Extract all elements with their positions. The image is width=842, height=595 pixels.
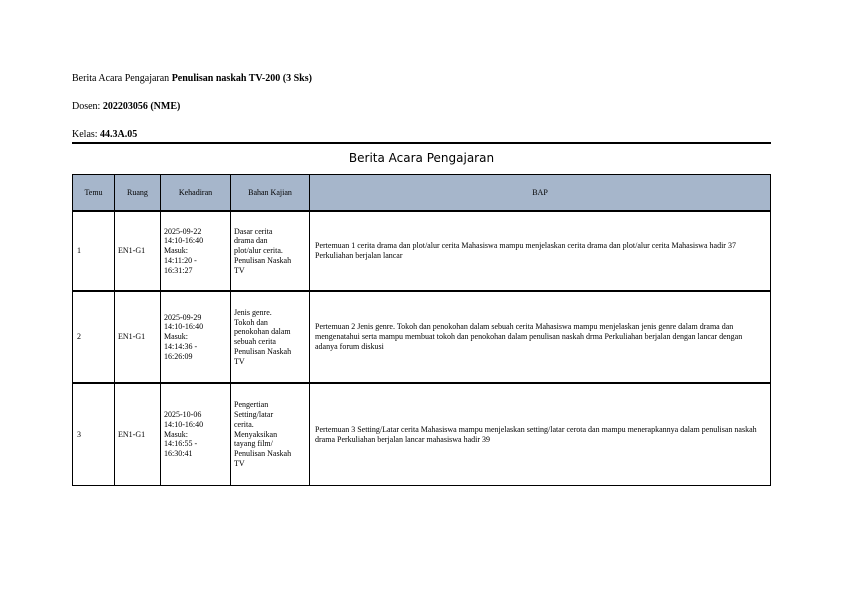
course-name: Penulisan naskah TV-200 (3 Sks) xyxy=(171,73,312,84)
class-value: 44.3A.05 xyxy=(100,129,138,140)
cell-kehadiran: 2025-10-06 14:10-16:40 Masuk: 14:16:55 - 16:30:41 xyxy=(161,383,231,486)
lecturer-label: Dosen: xyxy=(72,101,101,112)
cell-ruang: EN1-G1 xyxy=(115,383,161,486)
cell-temu: 3 xyxy=(73,383,115,486)
cell-bap: Pertemuan 3 Setting/Latar cerita Mahasiswa mampu menjelaskan setting/latar cerota dan mampu menerapkannya dalam penulisan naskah drama Perkuliahan berjalan lancar mahasiswa hadir 39 xyxy=(310,383,771,486)
cell-temu: 2 xyxy=(73,291,115,383)
col-temu: Temu xyxy=(73,175,115,212)
header-divider xyxy=(72,142,771,144)
cell-kehadiran: 2025-09-29 14:10-16:40 Masuk: 14:14:36 - 16:26:09 xyxy=(161,291,231,383)
cell-bahan-kajian: Pengertian Setting/latar cerita. Menyaksikan tayang film/ Penulisan Naskah TV xyxy=(231,383,310,486)
table-row xyxy=(73,291,771,383)
cell-bap: Pertemuan 1 cerita drama dan plot/alur cerita Mahasiswa mampu menjelaskan cerita drama dan plot/alur cerita Mahasiswa hadir 37 Perkuliahan berjalan lancar xyxy=(310,211,771,291)
cell-bahan-kajian: Dasar cerita drama dan plot/alur cerita. Penulisan Naskah TV xyxy=(231,211,310,291)
class-label: Kelas: xyxy=(72,129,98,140)
lecturer-line xyxy=(72,101,180,112)
col-bap: BAP xyxy=(310,175,771,212)
bap-table xyxy=(72,174,771,486)
cell-bap: Pertemuan 2 Jenis genre. Tokoh dan penokohan dalam sebuah cerita Mahasiswa mampu menjelaskan jenis genre dalam drama dan mengenatahui serta mampu membuat tokoh dan penokohan dalam penulisan naskah drma Perkuliahan berjalan dengan lancar dengan adanya forum diskusi xyxy=(310,291,771,383)
cell-ruang: EN1-G1 xyxy=(115,291,161,383)
cell-bahan-kajian: Jenis genre. Tokoh dan penokohan dalam sebuah cerita Penulisan Naskah TV xyxy=(231,291,310,383)
table-row xyxy=(73,383,771,486)
course-prefix: Berita Acara Pengajaran xyxy=(72,73,170,84)
cell-temu: 1 xyxy=(73,211,115,291)
class-line xyxy=(72,129,137,140)
table-row xyxy=(73,211,771,291)
page-title: Berita Acara Pengajaran xyxy=(348,151,495,165)
col-kehadiran: Kehadiran xyxy=(161,175,231,212)
cell-kehadiran: 2025-09-22 14:10-16:40 Masuk: 14:11:20 - 16:31:27 xyxy=(161,211,231,291)
col-ruang: Ruang xyxy=(115,175,161,212)
course-line xyxy=(72,73,312,84)
lecturer-value: 202203056 (NME) xyxy=(102,101,181,112)
cell-ruang: EN1-G1 xyxy=(115,211,161,291)
table-header-row xyxy=(73,175,771,212)
col-bahan-kajian: Bahan Kajian xyxy=(231,175,310,212)
